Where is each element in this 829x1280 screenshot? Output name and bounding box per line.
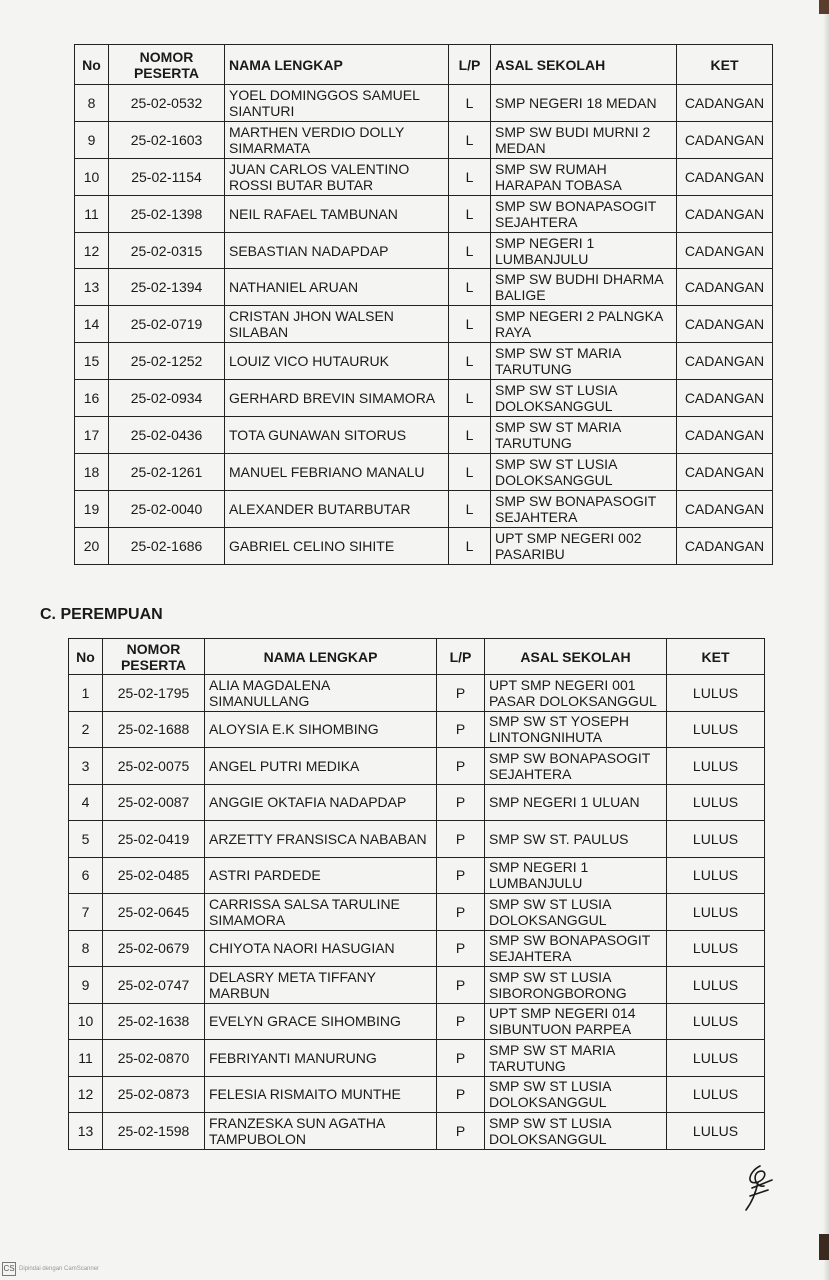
cell-no: 6 [69, 857, 103, 894]
cell-lp: P [437, 857, 485, 894]
cell-asal-sekolah: SMP SW BONAPASOGIT SEJAHTERA [485, 930, 667, 967]
cell-no: 20 [75, 527, 109, 564]
cell-asal-sekolah: SMP SW BUDHI DHARMA BALIGE [491, 269, 677, 306]
cell-nomor-peserta: 25-02-1252 [109, 343, 225, 380]
cell-nama-lengkap: EVELYN GRACE SIHOMBING [205, 1003, 437, 1040]
cell-lp: P [437, 1113, 485, 1150]
section-title-perempuan: C. PEREMPUAN [40, 606, 163, 623]
table-row [75, 195, 773, 232]
cell-no: 7 [69, 894, 103, 931]
cell-ket: LULUS [667, 1040, 765, 1077]
cell-no: 2 [69, 711, 103, 748]
cell-no: 11 [75, 195, 109, 232]
table-row [69, 1113, 765, 1150]
cell-nama-lengkap: CRISTAN JHON WALSEN SILABAN [225, 306, 449, 343]
table-row [75, 380, 773, 417]
cell-ket: CADANGAN [677, 380, 773, 417]
scanner-footer-text: Dipindai dengan CamScanner [19, 1266, 100, 1272]
cell-ket: LULUS [667, 784, 765, 821]
page-edge-shadow [823, 0, 829, 1280]
cell-ket: CADANGAN [677, 527, 773, 564]
table-row [69, 1003, 765, 1040]
table-header-row [69, 639, 765, 675]
cell-lp: L [449, 269, 491, 306]
cell-ket: CADANGAN [677, 306, 773, 343]
cell-no: 19 [75, 490, 109, 527]
table-row [69, 675, 765, 712]
cell-nama-lengkap: MARTHEN VERDIO DOLLY SIMARMATA [225, 121, 449, 158]
cell-nomor-peserta: 25-02-0040 [109, 490, 225, 527]
cell-no: 5 [69, 821, 103, 858]
cell-lp: P [437, 1076, 485, 1113]
cell-asal-sekolah: SMP NEGERI 1 ULUAN [485, 784, 667, 821]
cell-nomor-peserta: 25-02-0870 [103, 1040, 205, 1077]
header-ket: KET [667, 639, 765, 675]
cell-nomor-peserta: 25-02-0532 [109, 85, 225, 122]
cell-nama-lengkap: DELASRY META TIFFANY MARBUN [205, 967, 437, 1004]
cell-lp: L [449, 527, 491, 564]
cell-asal-sekolah: SMP SW ST MARIA TARUTUNG [491, 417, 677, 454]
cell-nomor-peserta: 25-02-0645 [103, 894, 205, 931]
cell-no: 11 [69, 1040, 103, 1077]
cell-lp: P [437, 821, 485, 858]
header-lp: L/P [449, 45, 491, 85]
cell-nama-lengkap: GERHARD BREVIN SIMAMORA [225, 380, 449, 417]
cell-nama-lengkap: SEBASTIAN NADAPDAP [225, 232, 449, 269]
cell-no: 3 [69, 748, 103, 785]
cell-ket: LULUS [667, 894, 765, 931]
cell-asal-sekolah: SMP SW ST LUSIA DOLOKSANGGUL [485, 1076, 667, 1113]
header-no: No [75, 45, 109, 85]
cell-nama-lengkap: FELESIA RISMAITO MUNTHE [205, 1076, 437, 1113]
cell-nama-lengkap: JUAN CARLOS VALENTINO ROSSI BUTAR BUTAR [225, 158, 449, 195]
cell-nomor-peserta: 25-02-0436 [109, 417, 225, 454]
table-row [69, 784, 765, 821]
header-nama-lengkap: NAMA LENGKAP [225, 45, 449, 85]
cell-asal-sekolah: SMP SW BONAPASOGIT SEJAHTERA [485, 748, 667, 785]
cell-asal-sekolah: SMP SW ST LUSIA DOLOKSANGGUL [485, 894, 667, 931]
table-row [69, 1040, 765, 1077]
table-row [75, 232, 773, 269]
cell-asal-sekolah: SMP SW BUDI MURNI 2 MEDAN [491, 121, 677, 158]
cell-nomor-peserta: 25-02-1154 [109, 158, 225, 195]
camscanner-logo: CS [2, 1262, 16, 1276]
cell-asal-sekolah: UPT SMP NEGERI 014 SIBUNTUON PARPEA [485, 1003, 667, 1040]
cell-lp: L [449, 306, 491, 343]
cell-ket: LULUS [667, 1003, 765, 1040]
cell-asal-sekolah: SMP SW ST LUSIA DOLOKSANGGUL [485, 1113, 667, 1150]
cell-nama-lengkap: FEBRIYANTI MANURUNG [205, 1040, 437, 1077]
cell-nomor-peserta: 25-02-1261 [109, 453, 225, 490]
scan-corner-mark [819, 1234, 829, 1260]
cell-nama-lengkap: ANGGIE OKTAFIA NADAPDAP [205, 784, 437, 821]
table-row [75, 158, 773, 195]
cell-no: 8 [75, 85, 109, 122]
cell-asal-sekolah: SMP SW ST LUSIA SIBORONGBORONG [485, 967, 667, 1004]
cell-ket: CADANGAN [677, 195, 773, 232]
cell-nama-lengkap: ASTRI PARDEDE [205, 857, 437, 894]
cell-no: 14 [75, 306, 109, 343]
cell-no: 15 [75, 343, 109, 380]
cell-nomor-peserta: 25-02-0075 [103, 748, 205, 785]
cell-asal-sekolah: SMP SW ST LUSIA DOLOKSANGGUL [491, 380, 677, 417]
cell-lp: P [437, 930, 485, 967]
cell-ket: LULUS [667, 930, 765, 967]
header-nama-lengkap: NAMA LENGKAP [205, 639, 437, 675]
cell-asal-sekolah: SMP NEGERI 1 LUMBANJULU [485, 857, 667, 894]
cell-asal-sekolah: UPT SMP NEGERI 002 PASARIBU [491, 527, 677, 564]
table-cadangan-laki [74, 44, 773, 565]
cell-nama-lengkap: ALOYSIA E.K SIHOMBING [205, 711, 437, 748]
cell-asal-sekolah: SMP SW ST MARIA TARUTUNG [491, 343, 677, 380]
table-row [69, 894, 765, 931]
cell-nomor-peserta: 25-02-1795 [103, 675, 205, 712]
cell-nomor-peserta: 25-02-0485 [103, 857, 205, 894]
table-row [69, 967, 765, 1004]
cell-nama-lengkap: ARZETTY FRANSISCA NABABAN [205, 821, 437, 858]
table-row [75, 343, 773, 380]
cell-lp: L [449, 490, 491, 527]
cell-ket: LULUS [667, 1113, 765, 1150]
table-row [75, 85, 773, 122]
cell-no: 18 [75, 453, 109, 490]
cell-no: 9 [75, 121, 109, 158]
table-row [69, 748, 765, 785]
table-header-row [75, 45, 773, 85]
cell-nama-lengkap: YOEL DOMINGGOS SAMUEL SIANTURI [225, 85, 449, 122]
cell-asal-sekolah: UPT SMP NEGERI 001 PASAR DOLOKSANGGUL [485, 675, 667, 712]
cell-nama-lengkap: ANGEL PUTRI MEDIKA [205, 748, 437, 785]
cell-lp: P [437, 1040, 485, 1077]
scanner-footer [2, 1262, 99, 1276]
cell-ket: CADANGAN [677, 232, 773, 269]
cell-ket: LULUS [667, 1076, 765, 1113]
header-no: No [69, 639, 103, 675]
cell-asal-sekolah: SMP SW BONAPASOGIT SEJAHTERA [491, 490, 677, 527]
cell-nomor-peserta: 25-02-0315 [109, 232, 225, 269]
cell-nama-lengkap: CARRISSA SALSA TARULINE SIMAMORA [205, 894, 437, 931]
cell-no: 13 [75, 269, 109, 306]
table-row [75, 453, 773, 490]
header-asal-sekolah: ASAL SEKOLAH [485, 639, 667, 675]
header-lp: L/P [437, 639, 485, 675]
cell-ket: CADANGAN [677, 417, 773, 454]
cell-asal-sekolah: SMP SW BONAPASOGIT SEJAHTERA [491, 195, 677, 232]
cell-ket: LULUS [667, 748, 765, 785]
cell-nomor-peserta: 25-02-1398 [109, 195, 225, 232]
cell-nomor-peserta: 25-02-1638 [103, 1003, 205, 1040]
cell-ket: LULUS [667, 821, 765, 858]
table-row [69, 821, 765, 858]
cell-ket: CADANGAN [677, 269, 773, 306]
table-row [75, 490, 773, 527]
cell-nama-lengkap: GABRIEL CELINO SIHITE [225, 527, 449, 564]
cell-ket: LULUS [667, 675, 765, 712]
cell-asal-sekolah: SMP NEGERI 1 LUMBANJULU [491, 232, 677, 269]
cell-no: 10 [69, 1003, 103, 1040]
scan-corner-mark [819, 0, 829, 14]
cell-no: 17 [75, 417, 109, 454]
cell-ket: CADANGAN [677, 121, 773, 158]
table-row [75, 306, 773, 343]
cell-nama-lengkap: LOUIZ VICO HUTAURUK [225, 343, 449, 380]
header-asal-sekolah: ASAL SEKOLAH [491, 45, 677, 85]
cell-lp: L [449, 232, 491, 269]
cell-no: 1 [69, 675, 103, 712]
header-ket: KET [677, 45, 773, 85]
cell-nomor-peserta: 25-02-0679 [103, 930, 205, 967]
cell-nomor-peserta: 25-02-1598 [103, 1113, 205, 1150]
cell-lp: P [437, 711, 485, 748]
cell-lp: L [449, 158, 491, 195]
cell-no: 13 [69, 1113, 103, 1150]
table-row [69, 857, 765, 894]
cell-ket: LULUS [667, 857, 765, 894]
cell-asal-sekolah: SMP NEGERI 18 MEDAN [491, 85, 677, 122]
cell-lp: P [437, 967, 485, 1004]
cell-nama-lengkap: CHIYOTA NAORI HASUGIAN [205, 930, 437, 967]
cell-lp: P [437, 894, 485, 931]
cell-ket: LULUS [667, 967, 765, 1004]
header-nomor-peserta: NOMOR PESERTA [103, 639, 205, 675]
cell-lp: L [449, 453, 491, 490]
cell-nomor-peserta: 25-02-0747 [103, 967, 205, 1004]
cell-no: 4 [69, 784, 103, 821]
cell-nama-lengkap: FRANZESKA SUN AGATHA TAMPUBOLON [205, 1113, 437, 1150]
table-row [75, 121, 773, 158]
cell-asal-sekolah: SMP NEGERI 2 PALNGKA RAYA [491, 306, 677, 343]
table-row [75, 527, 773, 564]
cell-lp: L [449, 380, 491, 417]
cell-nama-lengkap: ALEXANDER BUTARBUTAR [225, 490, 449, 527]
cell-no: 12 [75, 232, 109, 269]
cell-nama-lengkap: NEIL RAFAEL TAMBUNAN [225, 195, 449, 232]
cell-nama-lengkap: MANUEL FEBRIANO MANALU [225, 453, 449, 490]
cell-nomor-peserta: 25-02-0419 [103, 821, 205, 858]
cell-ket: LULUS [667, 711, 765, 748]
cell-nama-lengkap: NATHANIEL ARUAN [225, 269, 449, 306]
cell-no: 8 [69, 930, 103, 967]
cell-ket: CADANGAN [677, 85, 773, 122]
cell-asal-sekolah: SMP SW RUMAH HARAPAN TOBASA [491, 158, 677, 195]
cell-lp: L [449, 195, 491, 232]
signature-mark [738, 1162, 778, 1212]
cell-lp: P [437, 675, 485, 712]
cell-nomor-peserta: 25-02-0719 [109, 306, 225, 343]
cell-asal-sekolah: SMP SW ST LUSIA DOLOKSANGGUL [491, 453, 677, 490]
cell-ket: CADANGAN [677, 490, 773, 527]
cell-asal-sekolah: SMP SW ST. PAULUS [485, 821, 667, 858]
cell-asal-sekolah: SMP SW ST MARIA TARUTUNG [485, 1040, 667, 1077]
cell-lp: L [449, 417, 491, 454]
cell-ket: CADANGAN [677, 453, 773, 490]
cell-ket: CADANGAN [677, 343, 773, 380]
cell-nomor-peserta: 25-02-1686 [109, 527, 225, 564]
cell-nomor-peserta: 25-02-0087 [103, 784, 205, 821]
cell-no: 12 [69, 1076, 103, 1113]
cell-no: 10 [75, 158, 109, 195]
cell-lp: L [449, 343, 491, 380]
cell-no: 16 [75, 380, 109, 417]
cell-nomor-peserta: 25-02-0934 [109, 380, 225, 417]
cell-nomor-peserta: 25-02-0873 [103, 1076, 205, 1113]
cell-nomor-peserta: 25-02-1394 [109, 269, 225, 306]
table-perempuan [68, 638, 765, 1150]
cell-lp: P [437, 1003, 485, 1040]
cell-nomor-peserta: 25-02-1688 [103, 711, 205, 748]
cell-ket: CADANGAN [677, 158, 773, 195]
table-row [69, 711, 765, 748]
cell-nomor-peserta: 25-02-1603 [109, 121, 225, 158]
header-nomor-peserta: NOMOR PESERTA [109, 45, 225, 85]
cell-lp: P [437, 784, 485, 821]
table-row [75, 269, 773, 306]
table-row [75, 417, 773, 454]
cell-no: 9 [69, 967, 103, 1004]
cell-nama-lengkap: TOTA GUNAWAN SITORUS [225, 417, 449, 454]
table-row [69, 930, 765, 967]
cell-asal-sekolah: SMP SW ST YOSEPH LINTONGNIHUTA [485, 711, 667, 748]
cell-lp: L [449, 121, 491, 158]
cell-lp: P [437, 748, 485, 785]
table-row [69, 1076, 765, 1113]
cell-nama-lengkap: ALIA MAGDALENA SIMANULLANG [205, 675, 437, 712]
cell-lp: L [449, 85, 491, 122]
